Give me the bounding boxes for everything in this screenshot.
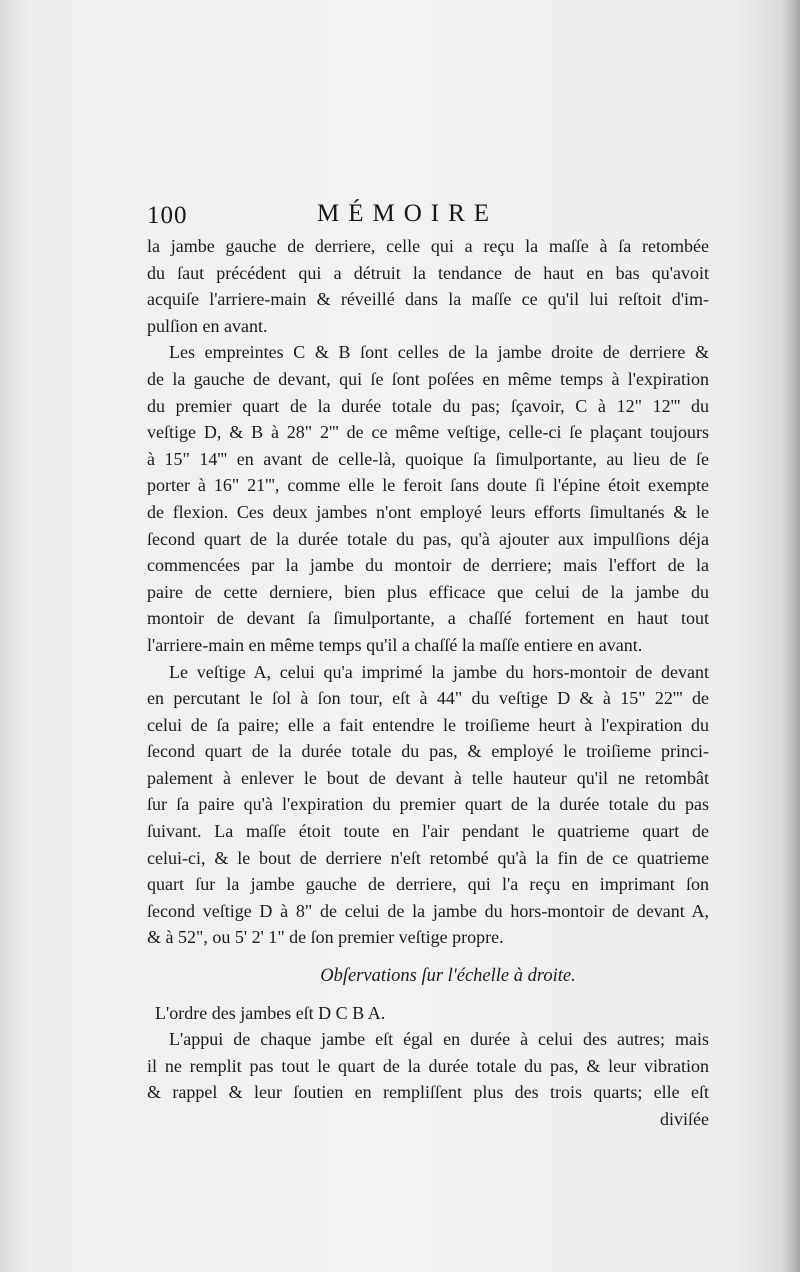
catchword: diviſée bbox=[660, 1109, 709, 1129]
text-line: & rappel & leur ſoutien en rempliſſent plus des trois quarts; elle eſt bbox=[147, 1082, 709, 1103]
text-line: porter à 16" 21''', comme elle le feroit ſans doute ſi l'épine étoit exempte bbox=[147, 475, 709, 496]
text-line: ſur ſa paire qu'à l'expiration du premier quart de la durée totale du pas bbox=[147, 794, 709, 815]
text-line: ſecond quart de la durée totale du pas, qu'à ajouter aux impulſions déja bbox=[147, 528, 709, 549]
text-line: du premier quart de la durée totale du pas; ſçavoir, C à 12" 12''' du bbox=[147, 395, 709, 416]
text-line: Les empreintes C & B ſont celles de la jambe droite de derriere & bbox=[169, 342, 709, 363]
text-line: ſuivant. La maſſe étoit toute en l'air pendant le quatrieme quart de bbox=[147, 821, 709, 842]
text-line: Le veſtige A, celui qu'a imprimé la jambe du hors-montoir de devant bbox=[169, 661, 709, 682]
text-line: paire de cette derniere, bien plus efficace que celui de la jambe du bbox=[147, 581, 709, 602]
text-line: palement à enlever le bout de devant à telle hauteur qu'il ne retombât bbox=[147, 767, 709, 788]
text-line: L'appui de chaque jambe eſt égal en durée à celui des autres; mais bbox=[169, 1029, 709, 1050]
text-line: montoir de devant ſa ſimulportante, a chaſſé fortement en haut tout bbox=[147, 608, 709, 629]
text-line: de la gauche de devant, qui ſe ſont poſées en même temps à l'expiration bbox=[147, 368, 709, 389]
text-line: en percutant le ſol à ſon tour, eſt à 44" du veſtige D & à 15" 22''' de bbox=[147, 688, 709, 709]
page-number: 100 bbox=[147, 202, 188, 229]
running-title: MÉMOIRE bbox=[317, 200, 499, 227]
section-heading: Obſervations ſur l'échelle à droite. bbox=[320, 966, 576, 987]
text-line: ſecond veſtige D à 8" de celui de la jambe du hors-montoir de devant A, bbox=[147, 900, 709, 921]
text-line: ſecond quart de la durée totale du pas, & employé le troiſieme princi- bbox=[147, 741, 709, 762]
text-line: celui-ci, & le bout de derriere n'eſt retombé qu'à la fin de ce quatrieme bbox=[147, 847, 709, 868]
text-line: du ſaut précédent qui a détruit la tendance de haut en bas qu'avoit bbox=[147, 262, 709, 283]
text-line: veſtige D, & B à 28" 2''' de ce même veſtige, celle-ci ſe plaçant toujours bbox=[147, 422, 709, 443]
text-line: acquiſe l'arriere-main & réveillé dans la maſſe ce qu'il lui reſtoit d'im- bbox=[147, 289, 709, 310]
text-line: celui de ſa paire; elle a fait entendre le troiſieme heurt à l'expiration du bbox=[147, 714, 709, 735]
text-line: commencées par la jambe du montoir de derriere; mais l'effort de la bbox=[147, 555, 709, 576]
text-line: il ne remplit pas tout le quart de la durée totale du pas, & leur vibration bbox=[147, 1055, 709, 1076]
page-header bbox=[147, 198, 707, 232]
text-line: L'ordre des jambes eſt D C B A. bbox=[155, 1002, 386, 1023]
page-edge-shadow bbox=[782, 0, 800, 1272]
text-line: l'arriere-main en même temps qu'il a chaſſé la maſſe entiere en avant. bbox=[147, 634, 643, 655]
text-line: pulſion en avant. bbox=[147, 315, 268, 336]
text-line: & à 52", ou 5' 2' 1" de ſon premier veſtige propre. bbox=[147, 927, 504, 948]
text-line: la jambe gauche de derriere, celle qui a reçu la maſſe à ſa retombée bbox=[147, 236, 709, 256]
text-line: à 15" 14''' en avant de celle-là, quoique ſa ſimulportante, au lieu de ſe bbox=[147, 448, 709, 469]
text-line: quart ſur la jambe gauche de derriere, qui l'a reçu en imprimant ſon bbox=[147, 874, 709, 895]
text-line: de flexion. Ces deux jambes n'ont employé leurs efforts ſimultanés & le bbox=[147, 501, 709, 522]
body-text bbox=[147, 233, 709, 1133]
